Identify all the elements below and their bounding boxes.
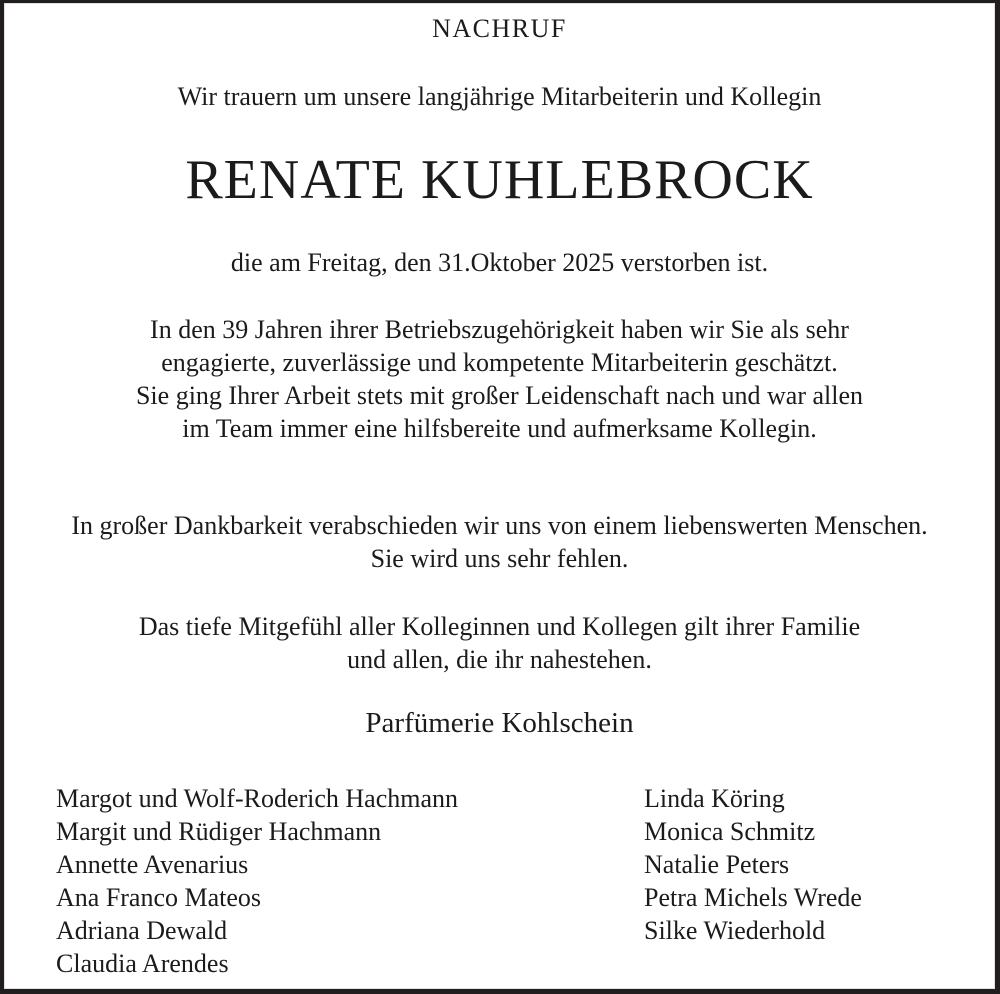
sympathy-paragraph [4, 610, 995, 676]
tribute-line: im Team immer eine hilfsbereite und aufmerksame Kollegin. [182, 414, 817, 443]
signatory: Margot und Wolf-Roderich Hachmann [56, 784, 459, 813]
signatory: Claudia Arendes [56, 949, 229, 978]
company-name: Parfümerie Kohlschein [365, 707, 634, 739]
signatory: Linda Köring [644, 784, 785, 813]
signatory: Adriana Dewald [56, 916, 228, 945]
signatories-column-right [644, 782, 995, 980]
signatory: Natalie Peters [644, 850, 790, 879]
death-date-line: die am Freitag, den 31.Oktober 2025 verstorben ist. [230, 248, 769, 277]
sympathy-line: Das tiefe Mitgefühl aller Kolleginnen und Kollegen gilt ihrer Familie [138, 612, 861, 641]
tribute-line: In den 39 Jahren ihrer Betriebszugehörigkeit haben wir Sie als sehr [150, 315, 849, 344]
signatory: Annette Avenarius [56, 850, 249, 879]
signatories-section [4, 782, 995, 980]
mourning-intro: Wir trauern um unsere langjährige Mitarbeiterin und Kollegin [177, 82, 822, 111]
signatory: Silke Wiederhold [644, 916, 826, 945]
signatories-column-left [56, 782, 644, 980]
signatory: Margit und Rüdiger Hachmann [56, 817, 382, 846]
farewell-line: Sie wird uns sehr fehlen. [370, 544, 629, 573]
tribute-line: Sie ging Ihrer Arbeit stets mit großer Leidenschaft nach und war allen [135, 381, 864, 410]
farewell-line: In großer Dankbarkeit verabschieden wir uns von einem liebenswerten Menschen. [71, 511, 928, 540]
tribute-paragraph [4, 313, 995, 445]
sympathy-line: und allen, die ihr nahestehen. [347, 645, 652, 674]
farewell-paragraph [4, 509, 995, 575]
signatory: Ana Franco Mateos [56, 883, 262, 912]
notice-kicker: NACHRUF [432, 14, 567, 43]
deceased-name: RENATE KUHLEBROCK [185, 149, 814, 211]
tribute-line: engagierte, zuverlässige und kompetente Mitarbeiterin geschätzt. [161, 348, 838, 377]
signatory: Monica Schmitz [644, 817, 816, 846]
signatory: Petra Michels Wrede [644, 883, 862, 912]
